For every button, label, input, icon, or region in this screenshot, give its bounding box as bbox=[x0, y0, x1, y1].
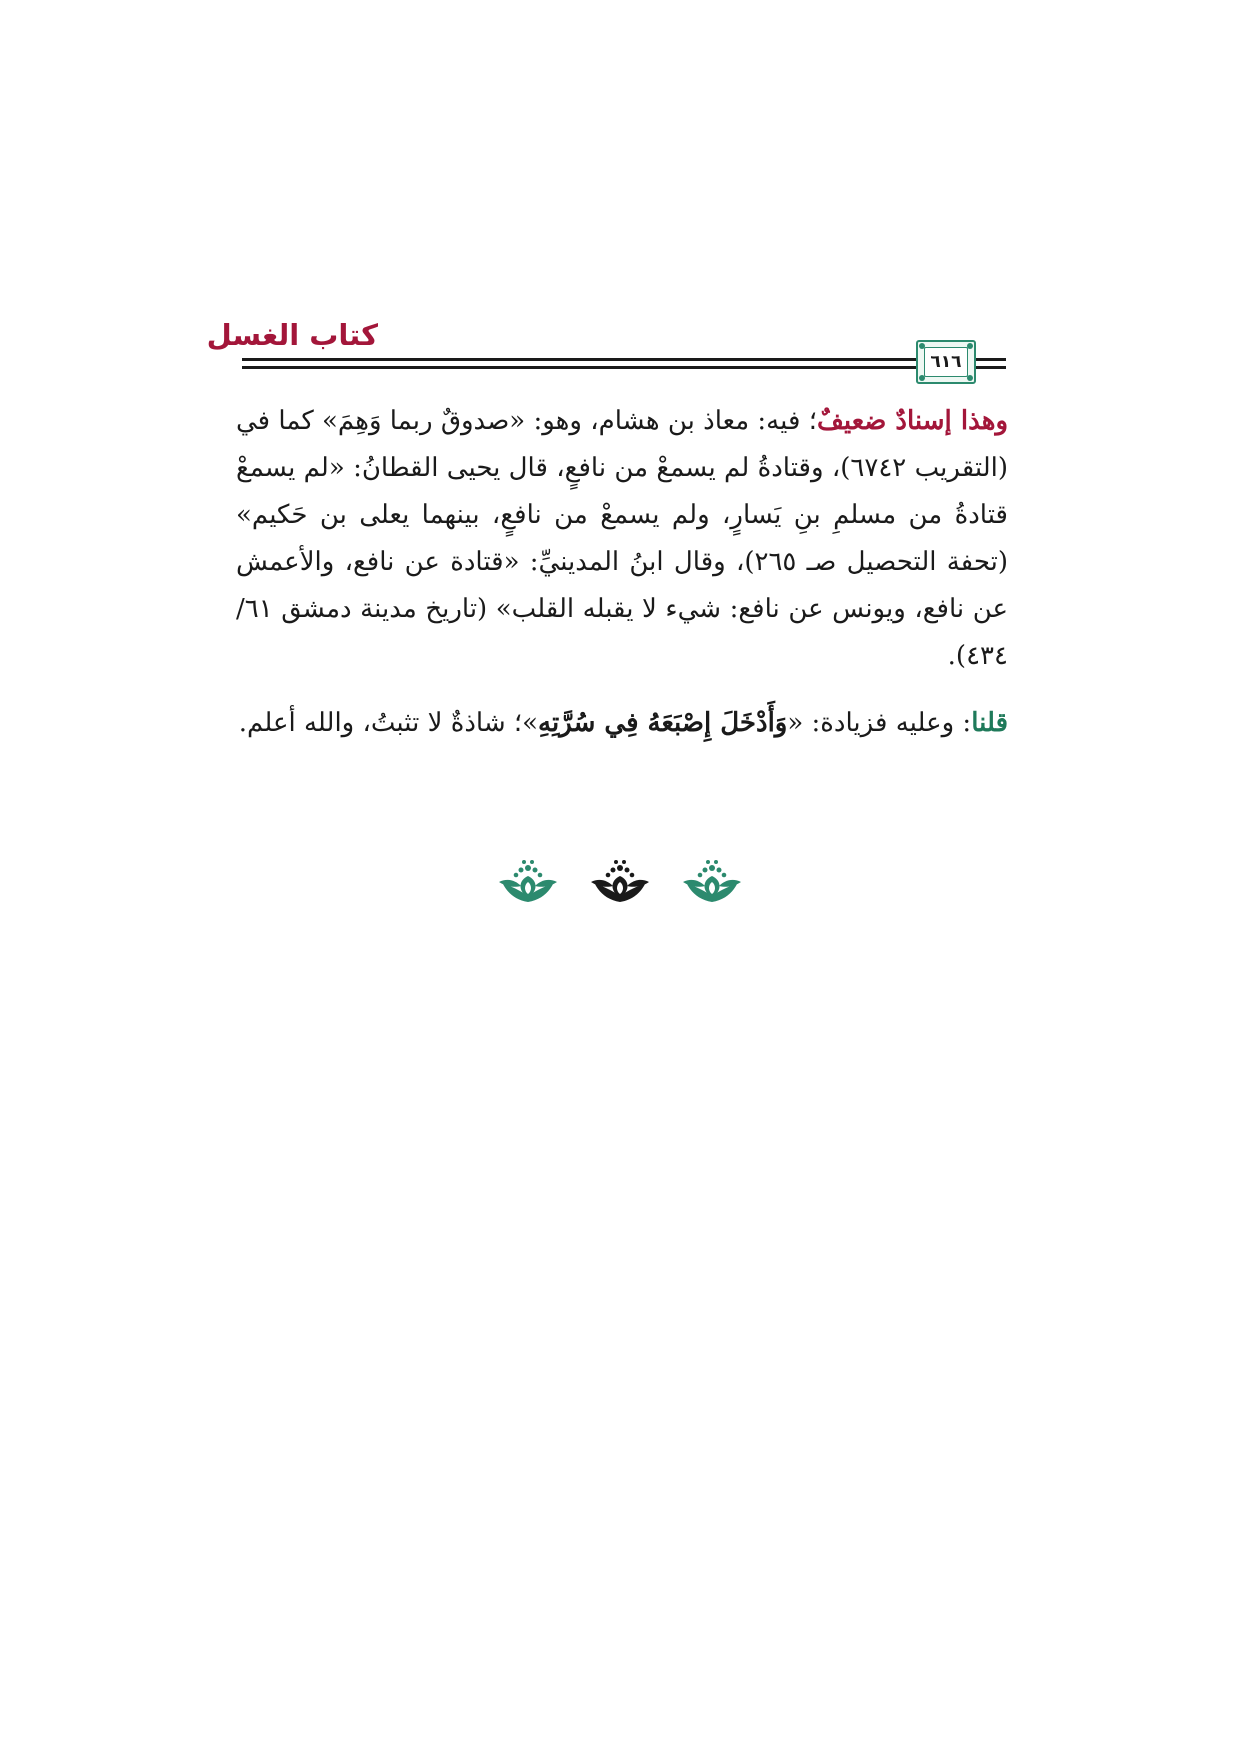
page-number-badge bbox=[916, 340, 976, 384]
paragraph-tail-text: »؛ شاذةٌ لا تثبتُ، والله أعلم. bbox=[238, 708, 539, 738]
paragraph-lead-text: قلنا bbox=[971, 708, 1008, 738]
hadith-quote: وَأَدْخَلَ إِصْبَعَهُ فِي سُرَّتِهِ bbox=[538, 708, 788, 738]
header-rule-short bbox=[982, 358, 1006, 361]
page-body bbox=[236, 398, 1008, 747]
paragraph-intro-text: : وعليه فزيادة: « bbox=[787, 708, 972, 738]
flower-ornament-icon bbox=[497, 856, 559, 904]
chapter-title: كتاب الغسل bbox=[206, 318, 378, 352]
paragraph bbox=[236, 700, 1008, 747]
paragraph-body-text: ؛ فيه: معاذ بن هشام، وهو: «صدوقٌ ربما وَهِمَ» كما في (التقريب ٦٧٤٢)، وقتادةُ لم يسمعْ من نافعٍ، قال يحيى القطانُ: «لم يسمعْ قتادةُ من مسلمِ بنِ يَسارٍ، ولم يسمعْ من نافعٍ، بينهما يعلى بن حَكيم» (تحفة التحصيل صـ ٢٦٥)، وقال ابنُ المدينيِّ: «قتادة عن نافع، والأعمش عن نافع، ويونس عن نافع: شيء لا يقبله القلب» (تاريخ مدينة دمشق ٦١/ ٤٣٤). bbox=[236, 406, 1009, 671]
page-header bbox=[0, 0, 1240, 400]
page-number: ٦١٦ bbox=[930, 352, 962, 372]
section-end-ornaments bbox=[0, 856, 1240, 916]
header-rule-short bbox=[982, 366, 1006, 369]
paragraph bbox=[236, 398, 1008, 680]
header-rule bbox=[242, 366, 1006, 369]
flower-ornament-icon bbox=[589, 856, 651, 904]
header-rule bbox=[242, 358, 1006, 361]
flower-ornament-icon bbox=[681, 856, 743, 904]
paragraph-lead-text: وهذا إسنادٌ ضعيفٌ bbox=[816, 406, 1009, 436]
